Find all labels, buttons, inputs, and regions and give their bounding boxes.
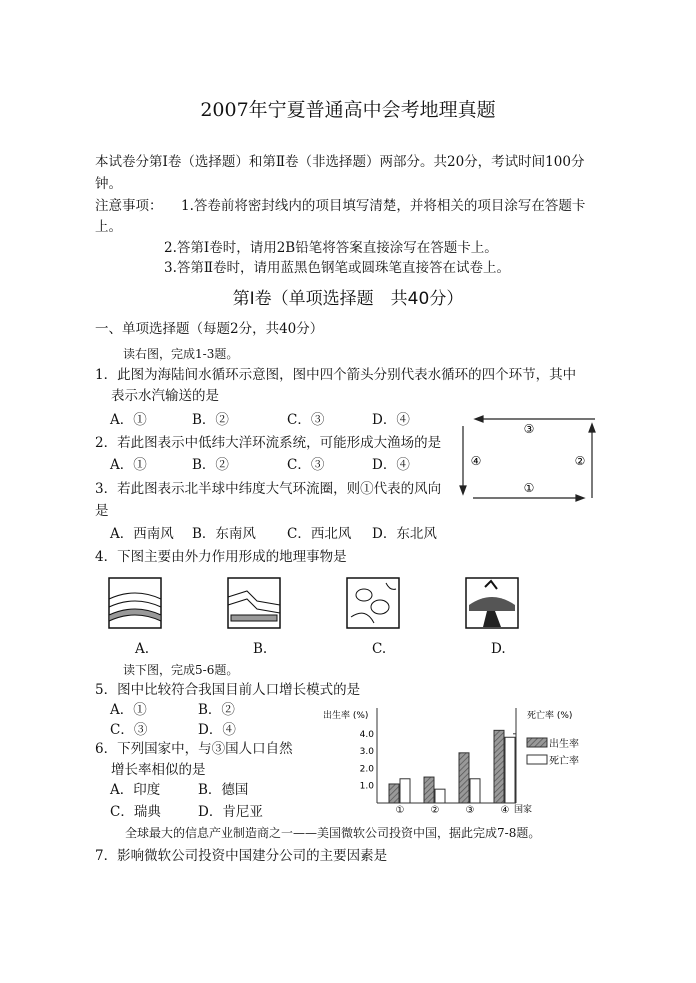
question-7: 7．影响微软公司投资中国建分公司的主要因素是 xyxy=(95,848,388,864)
question-2: 2．若此图表示中低纬大洋环流系统，可能形成大渔场的是 xyxy=(95,435,442,451)
figure-a-strata xyxy=(108,577,162,629)
x-tick-label: ① xyxy=(395,805,405,816)
bar-birth-rate xyxy=(459,753,469,803)
label-2: ② xyxy=(574,454,586,468)
question-6-cont: 增长率相似的是 xyxy=(111,762,206,778)
option-a: A．西南风 xyxy=(110,526,174,542)
option-c: C．西北风 xyxy=(287,526,352,542)
bar-death-rate xyxy=(505,737,515,803)
note-1: 1.答卷前将密封线内的项目填写清楚，并将相关的项目涂写在答题卡 xyxy=(181,198,586,214)
question-3: 3．若此图表示北半球中纬度大气环流圈，则①代表的风向 xyxy=(95,481,442,497)
x-tick-label: ④ xyxy=(500,805,510,816)
intro-line: 本试卷分第Ⅰ卷（选择题）和第Ⅱ卷（非选择题）两部分。共20分，考试时间100分 xyxy=(95,154,585,170)
y-tick-label: 3.0 xyxy=(359,747,374,758)
label-4: ④ xyxy=(470,454,482,468)
legend-swatch xyxy=(527,755,547,764)
option-a: A．印度 xyxy=(110,782,161,798)
lead-text: 读右图，完成1-3题。 xyxy=(123,347,239,361)
option-a: A．① xyxy=(110,457,147,473)
question-1-cont: 表示水汽输送的是 xyxy=(111,388,219,404)
population-bar-chart xyxy=(315,700,605,820)
option-d: D．④ xyxy=(372,457,410,473)
bar-death-rate xyxy=(470,779,480,803)
y-axis-right-label: 死亡率 (%) xyxy=(527,711,573,721)
question-3-cont: 是 xyxy=(95,503,109,519)
lead-text: 读下图，完成5-6题。 xyxy=(123,663,239,677)
part-heading: 一、单项选择题（每题2分，共40分） xyxy=(95,321,324,337)
x-tick-label: ③ xyxy=(465,805,475,816)
notes-label: 注意事项： xyxy=(95,198,163,214)
figure-label-a: A. xyxy=(135,641,150,657)
question-1: 1．此图为海陆间水循环示意图，图中四个箭头分别代表水循环的四个环节，其中 xyxy=(95,367,577,383)
label-3: ③ xyxy=(523,422,535,436)
option-c: C．瑞典 xyxy=(110,804,161,820)
bar-birth-rate xyxy=(494,730,504,803)
y-tick-label: 2.0 xyxy=(359,764,374,775)
option-d: D．④ xyxy=(198,722,236,738)
option-c: C．③ xyxy=(110,722,148,738)
note-3: 3.答第Ⅱ卷时，请用蓝黑色钢笔或圆珠笔直接答在试卷上。 xyxy=(164,260,511,276)
bar-birth-rate xyxy=(424,777,434,803)
figure-b-fault xyxy=(227,577,281,629)
option-c: C．③ xyxy=(287,412,325,428)
question-4: 4．下图主要由外力作用形成的地理事物是 xyxy=(95,549,347,565)
lead-text: 全球最大的信息产业制造商之一——美国微软公司投资中国，据此完成7-8题。 xyxy=(125,826,541,840)
bar-death-rate xyxy=(400,779,410,803)
option-b: B．② xyxy=(192,412,229,428)
figure-c-landform xyxy=(346,577,400,629)
option-d: D．东北风 xyxy=(372,526,437,542)
legend-label: 出生率 xyxy=(549,739,579,750)
section-title: 第Ⅰ卷（单项选择题 共40分） xyxy=(232,289,464,309)
figure-label-b: B. xyxy=(253,641,268,657)
legend-label: 死亡率 xyxy=(549,756,579,767)
question-6: 6．下列国家中，与③国人口自然 xyxy=(95,741,293,757)
option-d: D．肯尼亚 xyxy=(198,804,263,820)
option-c: C．③ xyxy=(287,457,325,473)
option-b: B．德国 xyxy=(198,782,249,798)
figure-label-d: D. xyxy=(491,641,506,657)
option-b: B．② xyxy=(192,457,229,473)
bar-birth-rate xyxy=(389,784,399,803)
option-a: A．① xyxy=(110,412,147,428)
question-5: 5．图中比较符合我国目前人口增长模式的是 xyxy=(95,682,361,698)
legend-swatch xyxy=(527,738,547,747)
note-2: 2.答第Ⅰ卷时，请用2B铅笔将答案直接涂写在答题卡上。 xyxy=(164,240,498,256)
figure-d-volcano xyxy=(465,577,519,629)
water-cycle-diagram xyxy=(455,410,605,505)
bar-death-rate xyxy=(435,789,445,803)
label-1: ① xyxy=(523,481,535,495)
figure-label-c: C. xyxy=(372,641,387,657)
option-a: A．① xyxy=(110,702,147,718)
note-1-cont: 上。 xyxy=(95,219,122,235)
page-title: 2007年宁夏普通高中会考地理真题 xyxy=(200,99,496,121)
y-tick-label: 1.0 xyxy=(359,781,374,792)
y-tick-label: 4.0 xyxy=(359,729,374,740)
x-tick-label: ② xyxy=(430,805,440,816)
option-b: B．东南风 xyxy=(192,526,256,542)
option-b: B．② xyxy=(198,702,235,718)
option-d: D．④ xyxy=(372,412,410,428)
y-axis-label: 出生率 (%) xyxy=(323,711,369,721)
x-axis-label: 国家 xyxy=(514,805,533,815)
intro-line: 钟。 xyxy=(95,176,122,192)
